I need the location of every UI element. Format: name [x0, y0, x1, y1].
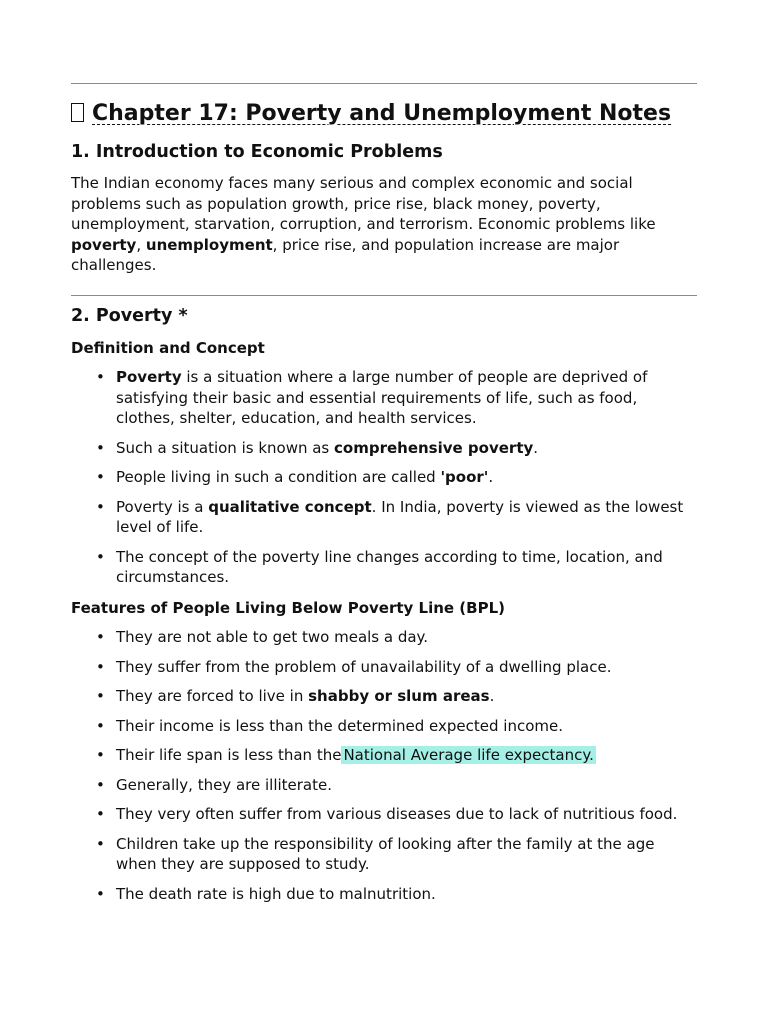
bullet-icon: •: [96, 438, 105, 457]
list-item: [71, 367, 701, 429]
text-segment: . In India, poverty is viewed as the lowest: [371, 497, 684, 516]
list-item-line: [116, 775, 701, 796]
introduction-paragraph: [71, 173, 701, 276]
list-item: [71, 686, 701, 707]
bullet-icon: •: [96, 775, 105, 794]
text-segment: They very often suffer from various diseases due to lack of nutritious food.: [116, 805, 678, 823]
list-item-line: [116, 834, 701, 855]
list-item-line: [116, 438, 701, 459]
bullet-icon: •: [96, 628, 105, 646]
separator-text: ,: [136, 235, 146, 254]
text-segment: satisfying their basic and essential requirements of life, such as food,: [116, 388, 638, 407]
text-segment: Children take up the responsibility of looking after the family at the age: [116, 834, 655, 853]
bullet-icon: •: [96, 805, 105, 823]
text-segment: Generally, they are illiterate.: [116, 775, 332, 794]
text-segment: level of life.: [116, 518, 204, 536]
list-item-line: [116, 497, 701, 518]
bullet-icon: •: [96, 834, 105, 853]
list-item-line: [116, 467, 701, 488]
subheading-bpl-features: Features of People Living Below Poverty Line (BPL): [71, 599, 505, 617]
text-segment: clothes, shelter, education, and health services.: [116, 409, 477, 427]
list-item-line: [116, 716, 701, 737]
list-item-line: [116, 567, 701, 588]
list-item-line: [116, 408, 701, 429]
text-segment: Such a situation is known as: [116, 438, 335, 457]
list-item: [71, 804, 701, 825]
list-item: [71, 775, 701, 796]
bullet-icon: •: [96, 497, 105, 516]
text-segment: Their life span is less than the: [116, 746, 342, 764]
bold-text: 'poor': [440, 468, 489, 486]
page-title: [71, 99, 671, 129]
text-segment: The death rate is high due to malnutrition.: [116, 884, 436, 903]
bold-term-poverty: poverty: [71, 235, 137, 254]
list-item-line: [116, 547, 701, 568]
text-segment: Poverty is a: [116, 497, 209, 516]
highlighted-text: National Average life expectancy.: [343, 746, 594, 764]
list-item-line: [116, 367, 701, 388]
bpl-features-list: [71, 627, 701, 913]
paragraph-line: problems such as population growth, price rise, black money, poverty,: [71, 194, 601, 213]
text-segment: People living in such a condition are called: [116, 468, 441, 486]
list-item-line: [116, 745, 701, 766]
section-heading-introduction: 1. Introduction to Economic Problems: [71, 142, 443, 162]
list-item: [71, 745, 701, 766]
bullet-icon: •: [96, 746, 105, 764]
paragraph-line: challenges.: [71, 256, 157, 274]
bold-term-unemployment: unemployment: [145, 235, 273, 254]
list-item: [71, 657, 701, 678]
list-item: [71, 547, 701, 588]
section-divider: [71, 295, 697, 296]
paragraph-line-rest: , price rise, and population increase are major: [272, 235, 620, 254]
bullet-icon: •: [96, 657, 105, 676]
paragraph-line: The Indian economy faces many serious and complex economic and social: [71, 174, 633, 192]
text-segment: when they are supposed to study.: [116, 855, 370, 873]
text-segment: .: [489, 687, 495, 705]
paragraph-line: unemployment, starvation, corruption, and terrorism. Economic problems like: [71, 215, 656, 233]
text-segment: .: [533, 438, 539, 457]
bold-text: shabby or slum areas: [308, 687, 490, 705]
text-segment: circumstances.: [116, 568, 230, 586]
paragraph-line: [71, 235, 701, 256]
list-item: [71, 834, 701, 875]
text-segment: They are forced to live in: [116, 687, 309, 705]
list-item-line: [116, 854, 701, 875]
bullet-icon: •: [96, 687, 105, 705]
bullet-icon: •: [96, 547, 105, 566]
list-item: [71, 438, 701, 459]
bold-text: Poverty: [116, 368, 182, 386]
bullet-icon: •: [96, 716, 105, 735]
text-segment: The concept of the poverty line changes according to time, location, and: [116, 547, 663, 566]
text-segment: They are not able to get two meals a day.: [116, 628, 429, 646]
list-item-line: [116, 804, 701, 825]
list-item: [71, 716, 701, 737]
list-item-line: [116, 686, 701, 707]
section-heading-poverty: 2. Poverty *: [71, 306, 188, 326]
text-segment: Their income is less than the determined expected income.: [116, 716, 564, 735]
list-item: [71, 497, 701, 538]
list-item-line: [116, 517, 701, 538]
definition-list: [71, 367, 701, 597]
list-item-line: [116, 657, 701, 678]
page-title-text: Chapter 17: Poverty and Unemployment Notes: [92, 101, 672, 126]
bullet-icon: •: [96, 368, 105, 386]
bullet-icon: •: [96, 884, 105, 903]
list-item-line: [116, 884, 701, 905]
bold-text: qualitative concept: [208, 497, 372, 516]
list-item-line: [116, 627, 701, 648]
text-segment: .: [488, 468, 494, 486]
document-icon: [71, 103, 84, 122]
list-item-line: [116, 388, 701, 409]
list-item: [71, 884, 701, 905]
text-segment: They suffer from the problem of unavailability of a dwelling place.: [116, 657, 612, 676]
subheading-definition: Definition and Concept: [71, 339, 265, 357]
list-item: [71, 467, 701, 488]
top-divider: [71, 83, 697, 84]
bold-text: comprehensive poverty: [334, 438, 534, 457]
text-segment: is a situation where a large number of people are deprived of: [181, 368, 648, 386]
list-item: [71, 627, 701, 648]
bullet-icon: •: [96, 468, 105, 486]
